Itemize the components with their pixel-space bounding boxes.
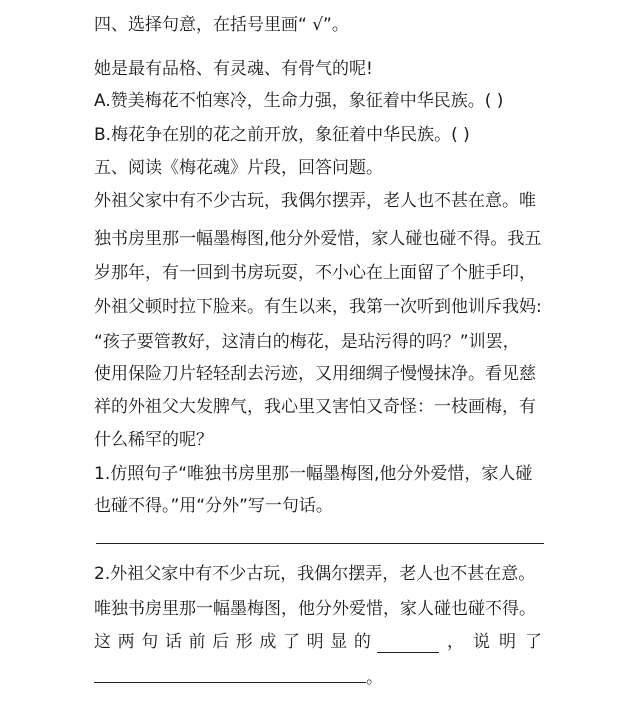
question2-line3-char: 两 [117,632,135,652]
option-a[interactable]: A.赞美梅花不怕寒冷，生命力强，象征着中华民族。( ) [94,91,504,111]
passage-line: “孩子要管教好，这清白的梅花，是玷污得的吗？”训罢， [94,332,520,352]
question2-line3-char: 形 [235,632,253,652]
question2-line3-char: 明 [306,632,324,652]
passage-line: 岁那年，有一回到书房玩耍，不小心在上面留了个脏手印， [94,263,536,283]
question2-end-mark: 。 [366,668,383,688]
question2-line3-mid-char: ， [447,632,464,652]
passage-line: 什么稀罕的呢？ [94,430,213,450]
answer-line-q1[interactable] [96,543,544,544]
question2-line3-char: 这 [94,632,111,652]
passage-line: 外祖父顿时拉下脸来。有生以来，我第一次听到他训斥我妈: [94,297,542,317]
question2-line3-char: 了 [283,632,300,652]
question2-fill-line-2 [94,664,383,689]
question2-line3-mid-char: 明 [499,632,516,652]
passage-line: 使用保险刀片轻轻刮去污迹，又用细绸子慢慢抹净。看见慈 [94,364,536,384]
question2-line3-char: 前 [188,632,206,652]
question2-line3-char: 句 [141,632,159,652]
question2-line: 唯独书房里那一幅墨梅图，他分外爱惜，家人碰也碰不得。 [94,599,536,619]
question2-line3-mid-char: 了 [525,632,542,652]
question2-line: 2.外祖父家中有不少古玩，我偶尔摆弄，老人也不甚在意。 [94,564,536,584]
section4-heading: 四、选择句意，在括号里画“ √”。 [94,15,349,35]
question1-line: 也碰不得。”用“分外”写一句话。 [94,496,333,516]
answer-blank-contrast[interactable] [377,634,439,653]
option-b[interactable]: B.梅花争在别的花之前开放，象征着中华民族。( ) [94,125,470,145]
answer-blank-explain[interactable] [94,664,366,683]
question2-line3-char: 的 [353,632,371,652]
question2-line3-char: 显 [330,632,348,652]
passage-line: 祥的外祖父大发脾气，我心里又害怕又奇怪：一枝画梅，有 [94,397,536,417]
passage-line: 独书房里那一幅墨梅图,他分外爱惜，家人碰也碰不得。我五 [94,229,542,249]
question2-line3-text [94,631,371,653]
section5-heading: 五、阅读《梅花魂》片段，回答问题。 [94,158,383,178]
question2-line3-mid [439,631,542,653]
question2-line3-char: 话 [164,632,182,652]
question2-line3-char: 后 [212,632,230,652]
question2-line3-char: 成 [259,632,277,652]
passage-line: 外祖父家中有不少古玩，我偶尔摆弄，老人也不甚在意。唯 [94,191,536,211]
question1-line: 1.仿照句子“唯独书房里那一幅墨梅图,他分外爱惜，家人碰 [94,464,533,484]
question2-line3-mid-char: 说 [473,632,490,652]
section4-sentence: 她是最有品格、有灵魂、有骨气的呢! [94,59,373,79]
question2-fill-line [94,631,542,653]
